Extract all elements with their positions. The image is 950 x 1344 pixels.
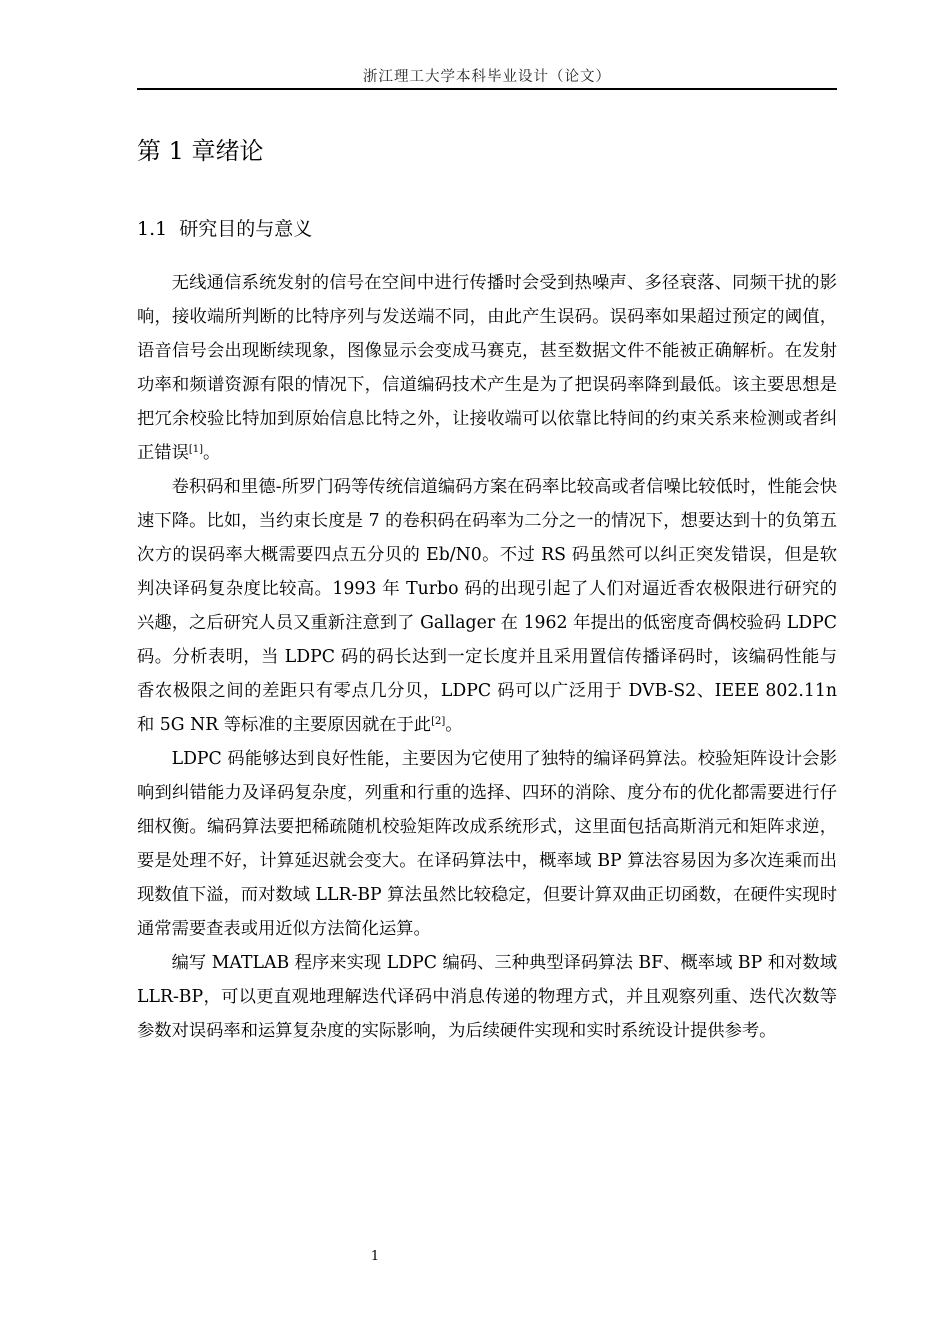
paragraph-text: 卷积码和里德-所罗门码等传统信道编码方案在码率比较高或者信噪比较低时，性能会快速下降。比如，当约束长度是 7 的卷积码在码率为二分之一的情况下，想要达到十的负第五次方的误码率大概需要四点五分贝的 Eb/N0。不过 RS 码虽然可以纠正突发错误，但是软判决译码复杂度比较高。1993 年 Turbo 码的出现引起了人们对逼近香农极限进行研究的兴趣，之后研究人员又重新注意到了 Gallager 在 1962 年提出的低密度奇偶校验码 LDPC 码。分析表明，当 LDPC 码的码长达到一定长度并且采用置信传播译码时，该编码性能与香农极限之间的差距只有零点几分贝，LDPC 码可以广泛用于 DVB-S2、IEEE 802.11n 和 5G NR 等标准的主要原因就在于此 [137, 477, 837, 735]
paragraph-text: 无线通信系统发射的信号在空间中进行传播时会受到热噪声、多径衰落、同频干扰的影响，接收端所判断的比特序列与发送端不同，由此产生误码。误码率如果超过预定的阈值，语音信号会出现断续现象，图像显示会变成马赛克，甚至数据文件不能被正确解析。在发射功率和频谱资源有限的情况下，信道编码技术产生是为了把误码率降到最低。该主要思想是把冗余校验比特加到原始信息比特之外，让接收端可以依靠比特间的约束关系来检测或者纠正错误 [137, 273, 837, 463]
paragraph-1 [137, 266, 837, 470]
paragraph-4 [137, 946, 837, 1048]
paragraph-text: 编写 MATLAB 程序来实现 LDPC 编码、三种典型译码算法 BF、概率域 BP 和对数域 LLR-BP，可以更直观地理解迭代译码中消息传递的物理方式，并且观察列重、迭代次数等参数对误码率和运算复杂度的实际影响，为后续硬件实现和实时系统设计提供参考。 [137, 953, 837, 1041]
section-heading [137, 213, 837, 245]
paragraph-end: 。 [445, 715, 463, 735]
paragraph-end: 。 [203, 443, 221, 463]
paragraph-2 [137, 470, 837, 742]
running-header: 浙江理工大学本科毕业设计（论文） [363, 69, 611, 85]
section-number: 1.1 [137, 218, 168, 240]
paragraph-3 [137, 742, 837, 946]
page-number: 1 [370, 1249, 380, 1264]
body-text [137, 266, 837, 1048]
paragraph-text: LDPC 码能够达到良好性能，主要因为它使用了独特的编译码算法。校验矩阵设计会影响到纠错能力及译码复杂度，列重和行重的选择、四环的消除、度分布的优化都需要进行仔细权衡。编码算法要把稀疏随机校验矩阵改成系统形式，这里面包括高斯消元和矩阵求逆，要是处理不好，计算延迟就会变大。在译码算法中，概率域 BP 算法容易因为多次连乘而出现数值下溢，而对数域 LLR-BP 算法虽然比较稳定，但要计算双曲正切函数，在硬件实现时通常需要查表或用近似方法简化运算。 [137, 749, 837, 939]
chapter-title: 第 1 章绪论 [137, 137, 264, 165]
section-title: 研究目的与意义 [179, 218, 313, 240]
citation: [1] [188, 444, 204, 455]
header-rule [137, 88, 837, 90]
citation: [2] [431, 716, 446, 727]
